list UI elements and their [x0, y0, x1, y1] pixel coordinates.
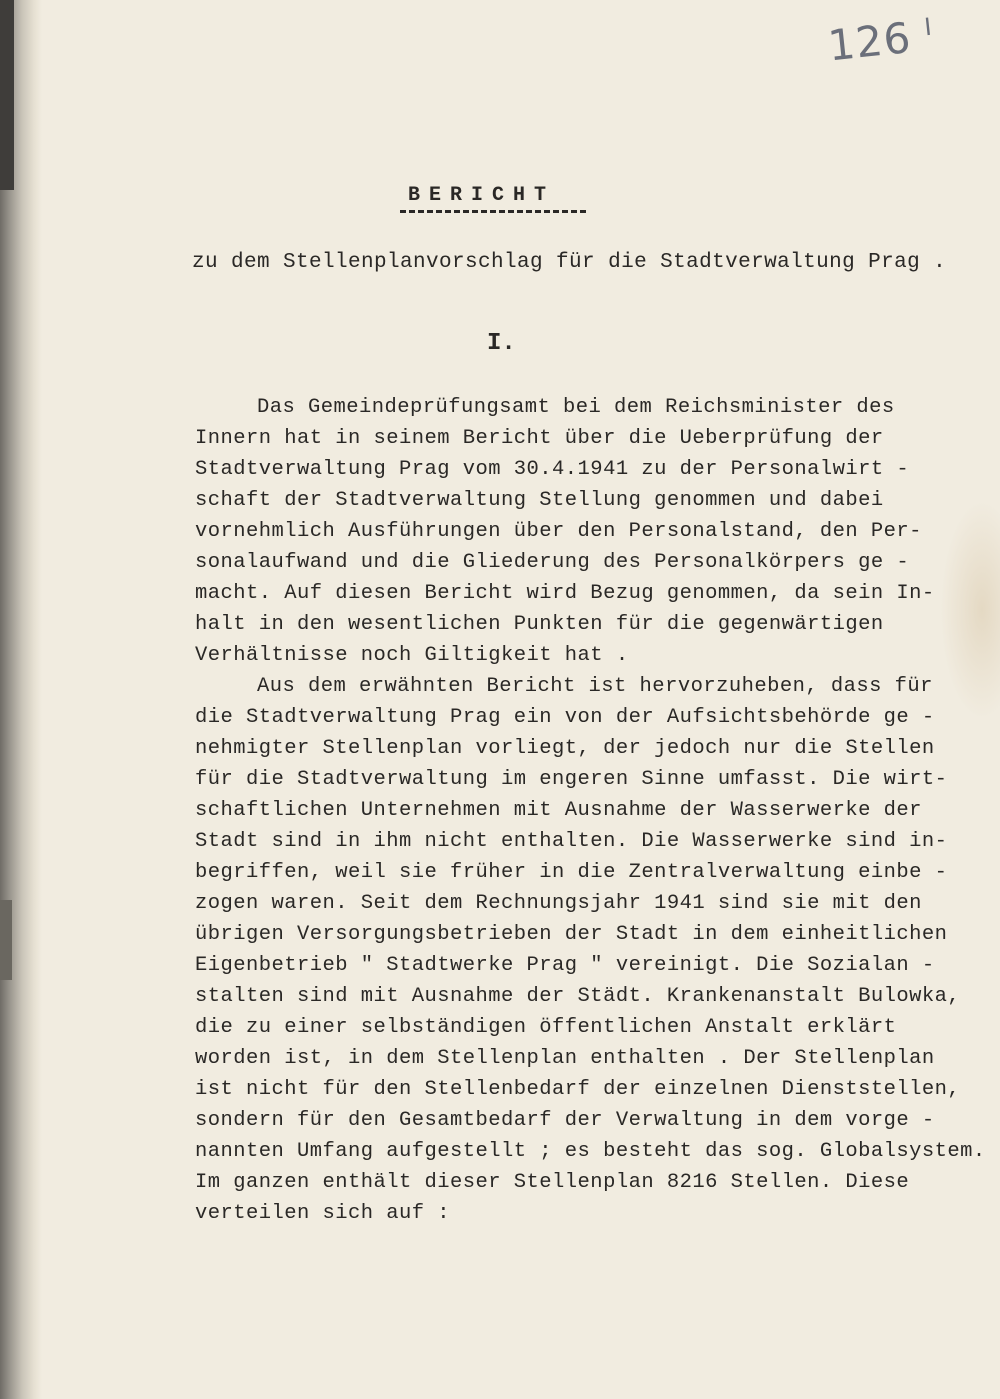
body-line: übrigen Versorgungsbetrieben der Stadt in dem einheitlichen: [195, 923, 948, 946]
body-line: für die Stadtverwaltung im engeren Sinne umfasst. Die wirt-: [195, 768, 948, 791]
body-line: Stadtverwaltung Prag vom 30.4.1941 zu der Personalwirt -: [195, 458, 910, 481]
body-line: schaftlichen Unternehmen mit Ausnahme der Wasserwerke der: [195, 799, 922, 822]
body-line: Innern hat in seinem Bericht über die Ueberprüfung der: [195, 427, 884, 450]
archive-number-value: 126: [825, 12, 914, 71]
body-line: Eigenbetrieb " Stadtwerke Prag " vereinigt. Die Sozialan -: [195, 954, 935, 977]
body-line: Aus dem erwähnten Bericht ist hervorzuheben, dass für: [257, 675, 933, 698]
body-line: nannten Umfang aufgestellt ; es besteht das sog. Globalsystem.: [195, 1140, 986, 1163]
body-line: zogen waren. Seit dem Rechnungsjahr 1941 sind sie mit den: [195, 892, 922, 915]
body-line: die Stadtverwaltung Prag ein von der Aufsichtsbehörde ge -: [195, 706, 935, 729]
archive-page-number: [826, 11, 936, 71]
archive-mark: I: [922, 12, 934, 42]
body-line: sonalaufwand und die Gliederung des Personalkörpers ge -: [195, 551, 910, 574]
body-line: Stadt sind in ihm nicht enthalten. Die Wasserwerke sind in-: [195, 830, 948, 853]
body-line: schaft der Stadtverwaltung Stellung genommen und dabei: [195, 489, 884, 512]
document-subtitle: zu dem Stellenplanvorschlag für die Stadtverwaltung Prag .: [192, 251, 947, 274]
binding-edge: [0, 0, 42, 1399]
document-title: BERICHT: [408, 184, 556, 207]
body-line: ist nicht für den Stellenbedarf der einzelnen Dienststellen,: [195, 1078, 961, 1101]
body-line: worden ist, in dem Stellenplan enthalten . Der Stellenplan: [195, 1047, 935, 1070]
body-line: Verhältnisse noch Giltigkeit hat .: [195, 644, 629, 667]
body-line: vornehmlich Ausführungen über den Personalstand, den Per-: [195, 520, 922, 543]
body-line: nehmigter Stellenplan vorliegt, der jedoch nur die Stellen: [195, 737, 935, 760]
body-line: Im ganzen enthält dieser Stellenplan 8216 Stellen. Diese: [195, 1171, 910, 1194]
body-line: Das Gemeindeprüfungsamt bei dem Reichsminister des: [257, 396, 895, 419]
body-line: stalten sind mit Ausnahme der Städt. Krankenanstalt Bulowka,: [195, 985, 961, 1008]
body-line: begriffen, weil sie früher in die Zentralverwaltung einbe -: [195, 861, 948, 884]
title-underline: [400, 210, 586, 213]
body-line: halt in den wesentlichen Punkten für die gegenwärtigen: [195, 613, 884, 636]
body-line: sondern für den Gesamtbedarf der Verwaltung in dem vorge -: [195, 1109, 935, 1132]
body-line: macht. Auf diesen Bericht wird Bezug genommen, da sein In-: [195, 582, 935, 605]
body-line: die zu einer selbständigen öffentlichen Anstalt erklärt: [195, 1016, 897, 1039]
body-line: verteilen sich auf :: [195, 1202, 451, 1225]
section-heading: I.: [487, 330, 516, 357]
paper-stain: [940, 500, 1000, 720]
